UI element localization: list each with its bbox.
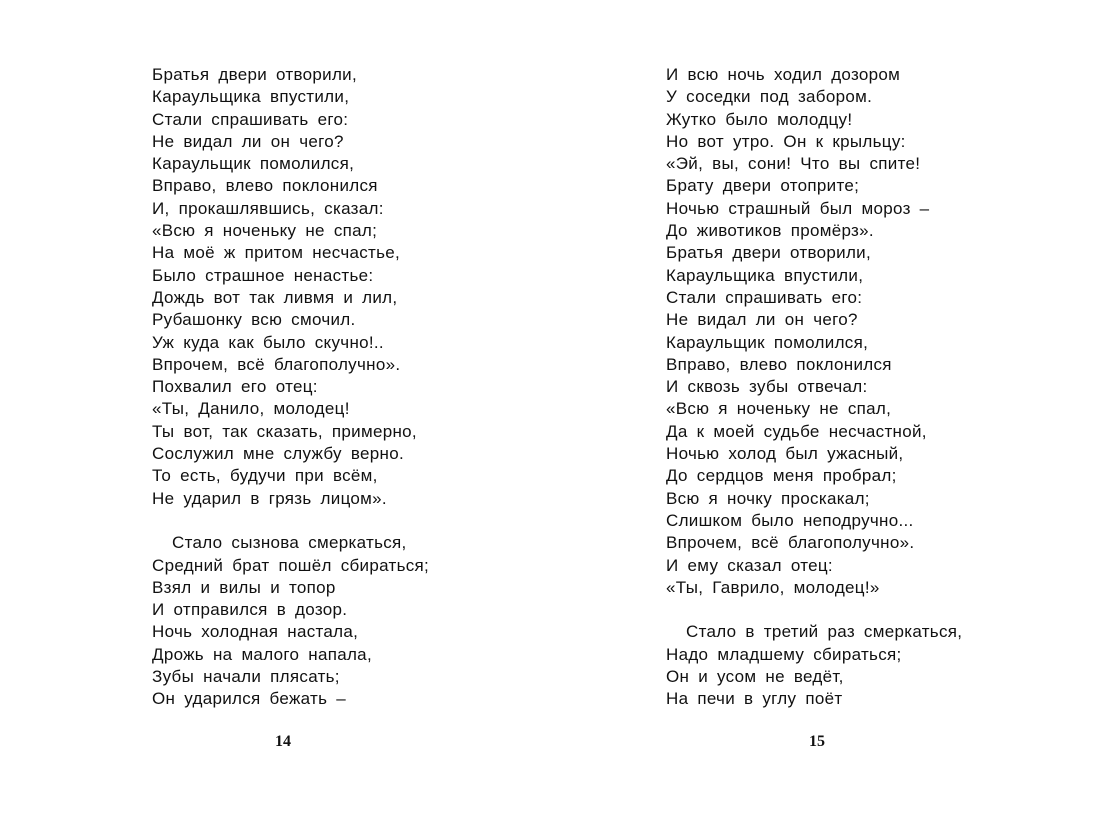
verse-line: Караульщика впустили, bbox=[666, 265, 864, 285]
verse-line: До животиков промёрз». bbox=[666, 221, 874, 241]
verse-line: Было страшное ненастье: bbox=[152, 265, 374, 285]
verse-line: «Всю я ноченьку не спал; bbox=[152, 221, 378, 241]
verse-line: Ты вот, так сказать, примерно, bbox=[152, 421, 417, 441]
verse-line: Надо младшему сбираться; bbox=[666, 644, 902, 664]
verse-line: И всю ночь ходил дозором bbox=[666, 65, 901, 84]
verse-line: Жутко было молодцу! bbox=[666, 109, 853, 129]
verse-line: Стали спрашивать его: bbox=[666, 287, 863, 307]
verse-line: Всю я ночку проскакал; bbox=[666, 488, 870, 508]
verse-line: Да к моей судьбе несчастной, bbox=[666, 421, 927, 441]
verse-line: Братья двери отворили, bbox=[666, 243, 872, 263]
verse-line: И, прокашлявшись, сказал: bbox=[152, 198, 384, 218]
verse-line: Ночью холод был ужасный, bbox=[666, 444, 904, 464]
verse-line: Впрочем, всё благополучно». bbox=[666, 533, 915, 553]
verse-line: На печи в углу поёт bbox=[666, 689, 843, 709]
verse-line: До сердцов меня пробрал; bbox=[666, 466, 897, 486]
stanza-gap bbox=[152, 510, 429, 532]
verse-line: На моё ж притом несчастье, bbox=[152, 243, 401, 263]
stanza-gap bbox=[666, 599, 962, 621]
verse-line: Вправо, влево поклонился bbox=[666, 354, 892, 374]
verse-line: Стало сызнова смеркаться, bbox=[172, 533, 407, 553]
verse-line: Стали спрашивать его: bbox=[152, 109, 349, 129]
right-page-text bbox=[666, 64, 962, 711]
verse-line: Караульщик помолился, bbox=[666, 332, 869, 352]
verse-line: «Эй, вы, сони! Что вы спите! bbox=[666, 154, 921, 174]
verse-line: И сквозь зубы отвечал: bbox=[666, 377, 868, 397]
verse-line: Уж куда как было скучно!.. bbox=[152, 332, 384, 352]
verse-line: «Ты, Гаврило, молодец!» bbox=[666, 577, 880, 597]
verse-line: Взял и вилы и топор bbox=[152, 577, 336, 597]
verse-line: Впрочем, всё благополучно». bbox=[152, 354, 401, 374]
verse-line: Слишком было неподручно... bbox=[666, 510, 914, 530]
left-page-text bbox=[152, 64, 429, 711]
verse-line: Не ударил в грязь лицом». bbox=[152, 488, 387, 508]
verse-line: Зубы начали плясать; bbox=[152, 667, 340, 687]
verse-line: Он и усом не ведёт, bbox=[666, 667, 844, 687]
verse-line: Дождь вот так ливмя и лил, bbox=[152, 287, 398, 307]
page-number-right: 15 bbox=[809, 733, 825, 750]
verse-line: Он ударился бежать – bbox=[152, 689, 347, 709]
verse-line: Дрожь на малого напала, bbox=[152, 644, 372, 664]
verse-line: Братья двери отворили, bbox=[152, 65, 358, 84]
page-number-left: 14 bbox=[275, 733, 291, 750]
verse-line: Не видал ли он чего? bbox=[666, 310, 858, 330]
verse-line: Похвалил его отец: bbox=[152, 377, 318, 397]
verse-line: Не видал ли он чего? bbox=[152, 131, 344, 151]
verse-line: Ночью страшный был мороз – bbox=[666, 198, 930, 218]
verse-line: «Всю я ноченьку не спал, bbox=[666, 399, 892, 419]
verse-line: Караульщика впустили, bbox=[152, 87, 350, 107]
verse-line: То есть, будучи при всём, bbox=[152, 466, 378, 486]
verse-line: Ночь холодная настала, bbox=[152, 622, 359, 642]
verse-line: «Ты, Данило, молодец! bbox=[152, 399, 350, 419]
verse-line: Брату двери отоприте; bbox=[666, 176, 860, 196]
verse-line: Средний брат пошёл сбираться; bbox=[152, 555, 430, 575]
verse-line: У соседки под забором. bbox=[666, 87, 873, 107]
verse-line: Сослужил мне службу верно. bbox=[152, 444, 404, 464]
verse-line: И ему сказал отец: bbox=[666, 555, 833, 575]
verse-line: Стало в третий раз смеркаться, bbox=[686, 622, 963, 642]
verse-line: Но вот утро. Он к крыльцу: bbox=[666, 131, 906, 151]
verse-line: И отправился в дозор. bbox=[152, 600, 348, 620]
verse-line: Караульщик помолился, bbox=[152, 154, 355, 174]
verse-line: Рубашонку всю смочил. bbox=[152, 310, 356, 330]
verse-line: Вправо, влево поклонился bbox=[152, 176, 378, 196]
